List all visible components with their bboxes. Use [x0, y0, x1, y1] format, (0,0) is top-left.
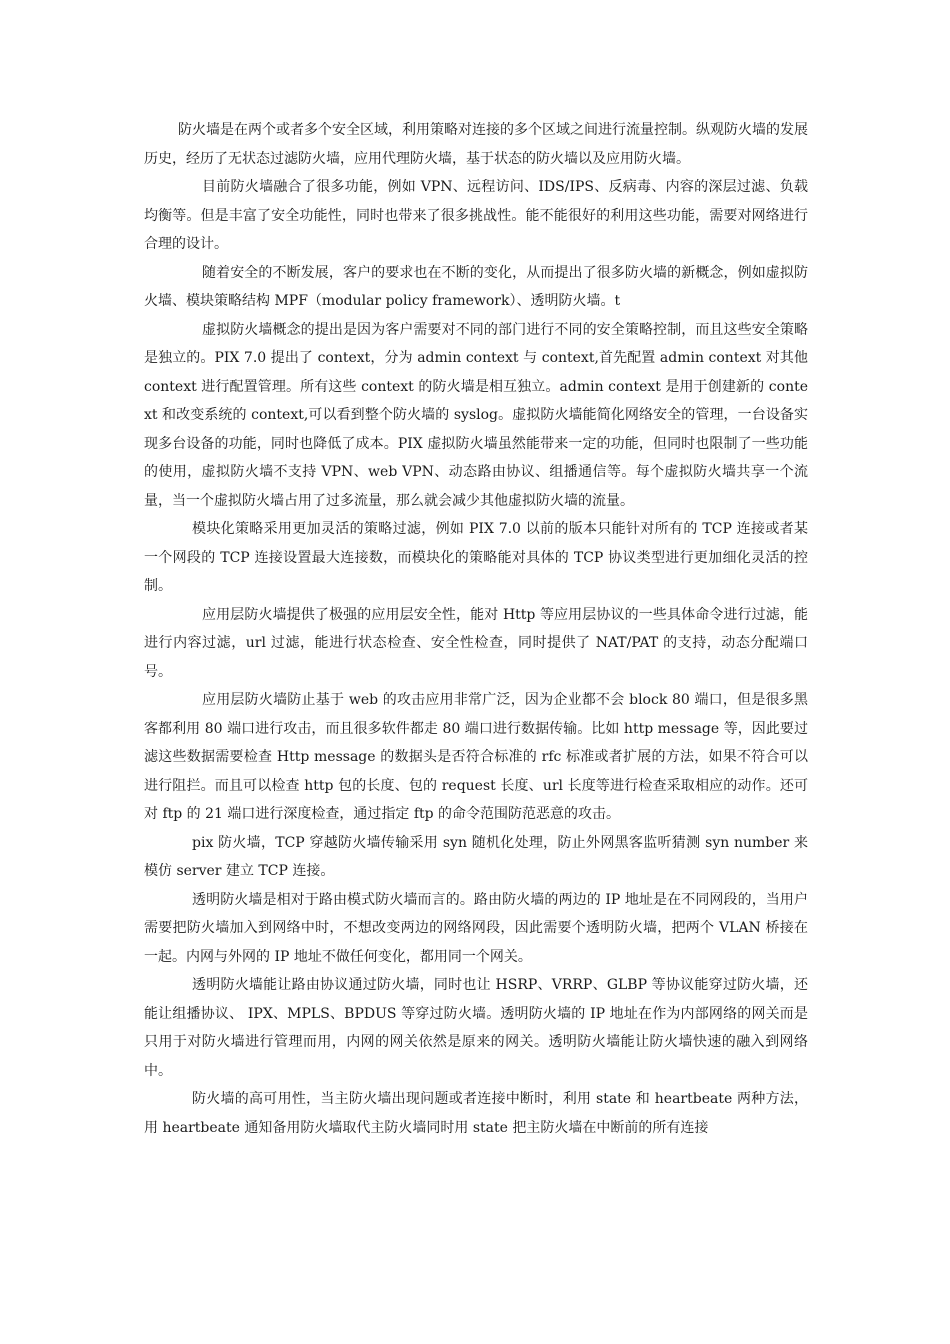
- paragraph-pix-syn: pix 防火墙，TCP 穿越防火墙传输采用 syn 随机化处理，防止外网黑客监听猜测 syn number 来模仿 server 建立 TCP 连接。: [144, 834, 808, 879]
- paragraph-modular-policy: 模块化策略采用更加灵活的策略过滤，例如 PIX 7.0 以前的版本只能针对所有的 TCP 连接或者某一个网段的 TCP 连接设置最大连接数，而模块化的策略能对具体的 TCP 协议类型进行更加细化灵活的控制。: [144, 521, 808, 594]
- paragraph-transparent-firewall: 透明防火墙是相对于路由模式防火墙而言的。路由防火墙的两边的 IP 地址是在不同网段的，当用户需要把防火墙加入到网络中时，不想改变两边的网络网段，因此需要个透明防火墙，把两个 VLAN 桥接在一起。内网与外网的 IP 地址不做任何变化，都用同一个网关。: [144, 891, 808, 965]
- paragraph-new-concepts: 随着安全的不断发展，客户的要求也在不断的变化，从而提出了很多防火墙的新概念，例如虚拟防火墙、模块策略结构 MPF（modular policy framework）、透明防火墙。t: [144, 264, 808, 309]
- paragraph-application-firewall: 应用层防火墙提供了极强的应用层安全性，能对 Http 等应用层协议的一些具体命令进行过滤，能进行内容过滤，url 过滤，能进行状态检查、安全性检查，同时提供了 NAT/PAT 的支持，动态分配端口号。: [144, 606, 808, 680]
- paragraph-firewall-intro: 防火墙是在两个或者多个安全区域，利用策略对连接的多个区域之间进行流量控制。纵观防火墙的发展历史，经历了无状态过滤防火墙，应用代理防火墙，基于状态的防火墙以及应用防火墙。: [144, 122, 808, 167]
- paragraph-transparent-protocols: 透明防火墙能让路由协议通过防火墙，同时也让 HSRP、VRRP、GLBP 等协议能穿过防火墙，还能让组播协议、 IPX、MPLS、BPDUS 等穿过防火墙。透明防火墙的 IP 地址在作为内部网络的网关而是只用于对防火墙进行管理而用，内网的网关依然是原来的网关。透明防火墙能让防火墙快速的融入到网络中。: [144, 977, 808, 1079]
- paragraph-high-availability: 防火墙的高可用性，当主防火墙出现问题或者连接中断时，利用 state 和 heartbeate 两种方法，用 heartbeate 通知备用防火墙取代主防火墙同时用 state 把主防火墙在中断前的所有连接: [144, 1091, 808, 1136]
- paragraph-virtual-firewall: 虚拟防火墙概念的提出是因为客户需要对不同的部门进行不同的安全策略控制，而且这些安全策略是独立的。PIX 7.0 提出了 context，分为 admin context 与 context,首先配置 admin context 对其他 context 进行配置管理。所有这些 context 的防火墙是相互独立。admin context 是用于创建新的 context 和改变系统的 context,可以看到整个防火墙的 syslog。虚拟防火墙能简化网络安全的管理，一台设备实现多台设备的功能，同时也降低了成本。PIX 虚拟防火墙虽然能带来一定的功能，但同时也限制了一些功能的使用，虚拟防火墙不支持 VPN、web VPN、动态路由协议、组播通信等。每个虚拟防火墙共享一个流量，当一个虚拟防火墙占用了过多流量，那么就会减少其他虚拟防火墙的流量。: [144, 321, 808, 509]
- paragraph-web-attack-defense: 应用层防火墙防止基于 web 的攻击应用非常广泛，因为企业都不会 block 80 端口，但是很多黑客都利用 80 端口进行攻击，而且很多软件都走 80 端口进行数据传输。比如 http message 等，因此要过滤这些数据需要检查 Http message 的数据头是否符合标准的 rfc 标准或者扩展的方法，如果不符合可以进行阻拦。而且可以检查 http 包的长度、包的 request 长度、url 长度等进行检查采取相应的动作。还可对 ftp 的 21 端口进行深度检查，通过指定 ftp 的命令范围防范恶意的攻击。: [144, 692, 808, 822]
- paragraph-firewall-features: 目前防火墙融合了很多功能，例如 VPN、远程访问、IDS/IPS、反病毒、内容的深层过滤、负载均衡等。但是丰富了安全功能性，同时也带来了很多挑战性。能不能很好的利用这些功能，需要对网络进行合理的设计。: [144, 179, 808, 252]
- document-body: [144, 116, 808, 1142]
